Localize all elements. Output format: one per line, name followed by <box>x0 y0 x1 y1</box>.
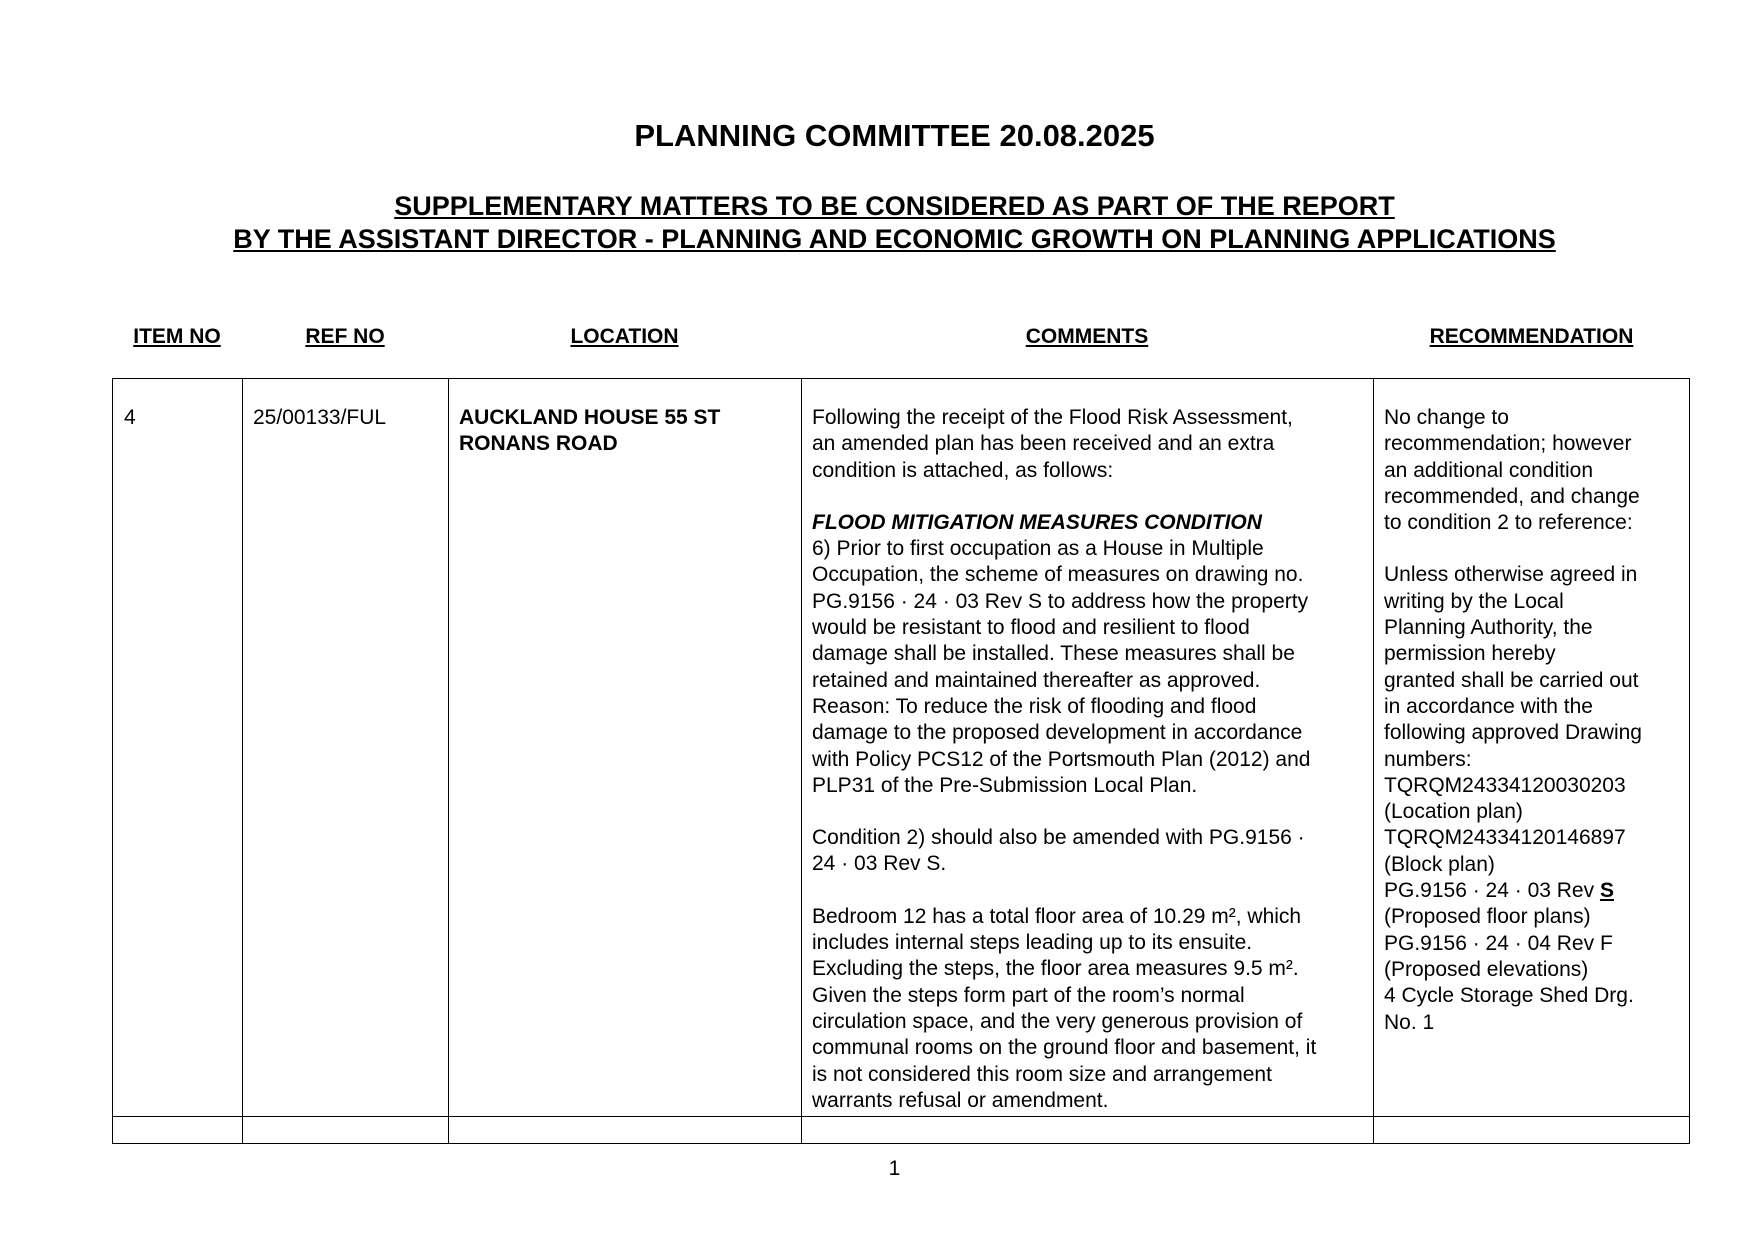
recommendation-line: (Proposed elevations) <box>1384 957 1589 981</box>
page-number: 1 <box>888 1157 901 1180</box>
recommendation-line: PG.9156 · 24 · 04 Rev F <box>1384 931 1613 955</box>
comment-line: retained and maintained thereafter as approved. <box>812 668 1261 692</box>
comment-line: Following the receipt of the Flood Risk Assessment, <box>812 406 1293 429</box>
column-header-ref-no: REF NO <box>305 325 385 348</box>
table-divider <box>1373 379 1374 1143</box>
comment-line: would be resistant to flood and resilient to flood <box>812 616 1250 640</box>
cell-ref-no: 25/00133/FUL <box>253 406 387 429</box>
column-header-location: LOCATION <box>570 325 679 348</box>
comment-line: Reason: To reduce the risk of flooding and flood <box>812 694 1257 718</box>
recommendation-line: (Proposed floor plans) <box>1384 905 1591 929</box>
comment-line: with Policy PCS12 of the Portsmouth Plan (2012) and <box>812 747 1311 771</box>
recommendation-line: No change to <box>1384 406 1509 429</box>
recommendation-line: recommendation; however <box>1384 432 1632 456</box>
cell-location <box>459 405 799 458</box>
recommendation-line: to condition 2 to reference: <box>1384 511 1633 535</box>
cell-recommendation <box>1384 405 1686 1036</box>
page-title: PLANNING COMMITTEE 20.08.2025 <box>634 118 1155 153</box>
comment-line: an amended plan has been received and an extra <box>812 432 1275 456</box>
comment-line: Bedroom 12 has a total floor area of 10.29 m², which <box>812 904 1302 928</box>
comment-line: 24 · 03 Rev S. <box>812 852 947 876</box>
comment-line: Occupation, the scheme of measures on drawing no. <box>812 563 1304 587</box>
subtitle-line-1: SUPPLEMENTARY MATTERS TO BE CONSIDERED AS PART OF THE REPORT <box>394 191 1395 221</box>
subtitle-line-2: BY THE ASSISTANT DIRECTOR - PLANNING AND ECONOMIC GROWTH ON PLANNING APPLICATIONS <box>233 224 1556 254</box>
comment-line: damage to the proposed development in accordance <box>812 721 1303 745</box>
recommendation-line: TQRQM24334120146897 <box>1384 826 1626 850</box>
recommendation-line-rev-s <box>1384 878 1686 904</box>
comment-line: damage shall be installed. These measures shall be <box>812 642 1295 666</box>
recommendation-line: permission hereby <box>1384 642 1556 666</box>
location-line: RONANS ROAD <box>459 432 618 456</box>
rev-s-prefix: PG.9156 · 24 · 03 Rev <box>1384 879 1600 903</box>
table-divider <box>448 379 449 1143</box>
cell-item-no: 4 <box>124 406 136 429</box>
recommendation-line: 4 Cycle Storage Shed Drg. <box>1384 984 1634 1008</box>
condition-heading: FLOOD MITIGATION MEASURES CONDITION <box>812 510 1262 534</box>
table-divider <box>801 379 802 1143</box>
recommendation-line: in accordance with the <box>1384 694 1593 718</box>
comment-line: 6) Prior to first occupation as a House in Multiple <box>812 537 1264 561</box>
comment-line: condition is attached, as follows: <box>812 458 1114 482</box>
recommendation-line: Unless otherwise agreed in <box>1384 563 1638 587</box>
comment-line: Given the steps form part of the room’s normal <box>812 983 1245 1007</box>
comment-line: PLP31 of the Pre-Submission Local Plan. <box>812 773 1198 797</box>
recommendation-line: Planning Authority, the <box>1384 616 1593 640</box>
recommendation-line: recommended, and change <box>1384 484 1640 508</box>
table-divider <box>242 379 243 1143</box>
column-header-recommendation: RECOMMENDATION <box>1429 325 1634 348</box>
recommendation-line: numbers: <box>1384 747 1472 771</box>
recommendation-line: following approved Drawing <box>1384 721 1642 745</box>
table-row-divider <box>113 1116 1689 1117</box>
recommendation-line: (Location plan) <box>1384 800 1523 824</box>
comment-line: Condition 2) should also be amended with PG.9156 · <box>812 826 1305 850</box>
location-line: AUCKLAND HOUSE 55 ST <box>459 406 721 429</box>
rev-s-letter: S <box>1599 879 1614 903</box>
comment-line: is not considered this room size and arrangement <box>812 1062 1272 1086</box>
comment-line: PG.9156 · 24 · 03 Rev S to address how the property <box>812 589 1309 613</box>
comment-line: includes internal steps leading up to its ensuite. <box>812 931 1253 955</box>
recommendation-line: writing by the Local <box>1384 589 1564 613</box>
cell-comments <box>812 405 1372 1114</box>
recommendation-line: an additional condition <box>1384 458 1593 482</box>
recommendation-line: (Block plan) <box>1384 852 1495 876</box>
comment-line: communal rooms on the ground floor and basement, it <box>812 1036 1317 1060</box>
comment-line: warrants refusal or amendment. <box>812 1088 1109 1112</box>
column-header-comments: COMMENTS <box>1025 325 1149 348</box>
recommendation-line: granted shall be carried out <box>1384 668 1639 692</box>
column-header-item-no: ITEM NO <box>133 325 221 348</box>
recommendation-line: No. 1 <box>1384 1010 1435 1034</box>
comment-line: Excluding the steps, the floor area measures 9.5 m². <box>812 957 1299 981</box>
recommendation-line: TQRQM24334120030203 <box>1384 773 1626 797</box>
comment-line: circulation space, and the very generous provision of <box>812 1009 1303 1033</box>
